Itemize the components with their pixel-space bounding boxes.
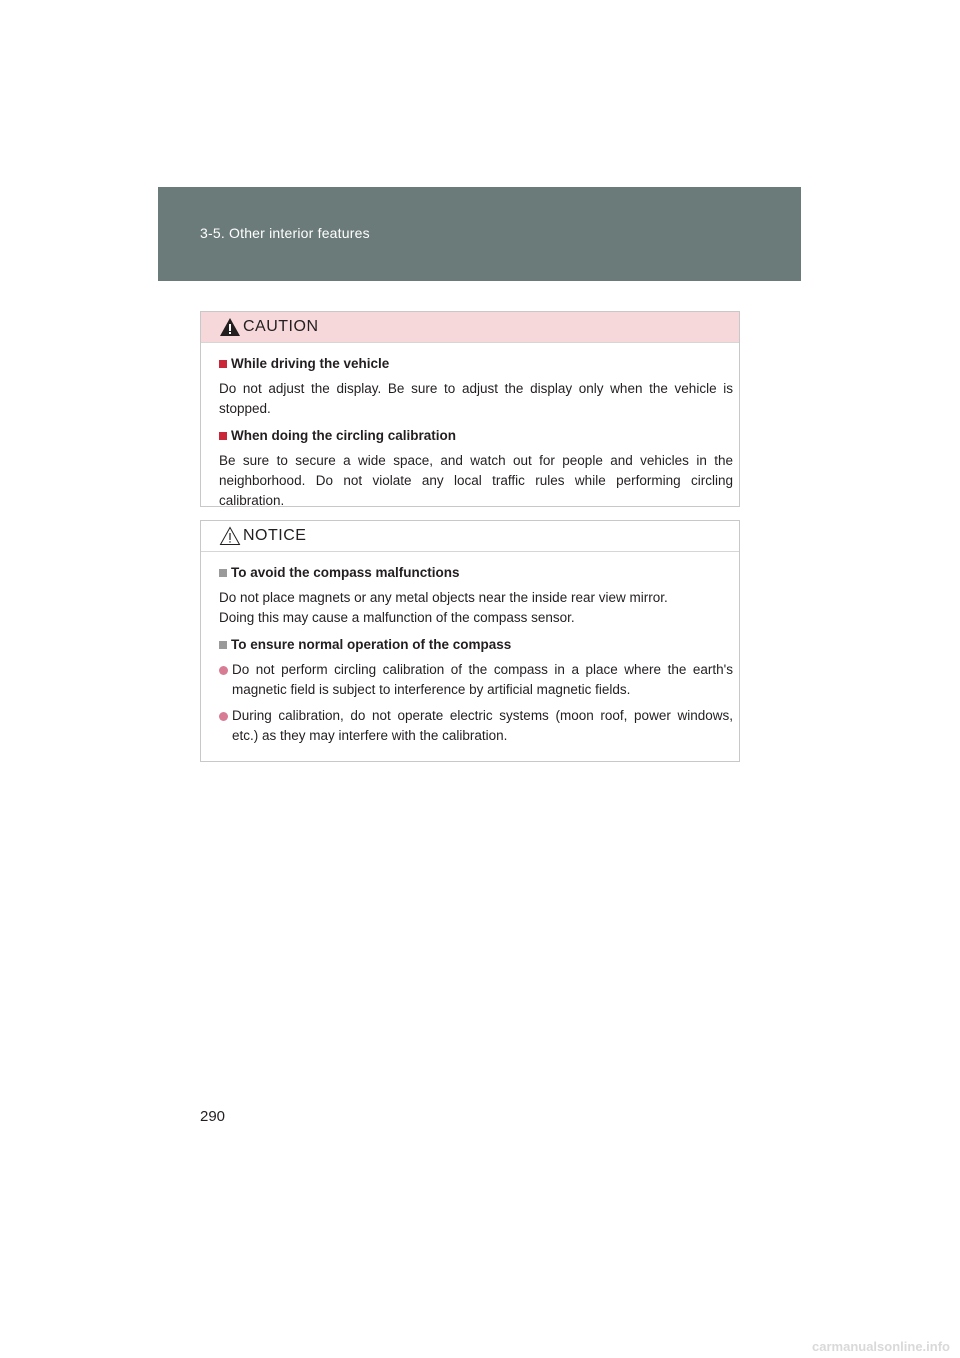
section-title: 3-5. Other interior features (200, 225, 370, 241)
notice-item-line: Doing this may cause a malfunction of the compass sensor. (219, 610, 575, 625)
notice-triangle-icon (219, 526, 241, 546)
round-bullet-icon (219, 666, 228, 675)
notice-item-title-text: To avoid the compass malfunctions (231, 565, 460, 580)
notice-item-title (219, 564, 733, 582)
notice-body (201, 552, 739, 746)
caution-body (201, 343, 739, 511)
caution-label: CAUTION (243, 318, 319, 335)
round-bullet-icon (219, 712, 228, 721)
caution-item-title (219, 427, 733, 445)
notice-item-line: Do not place magnets or any metal objects near the inside rear view mirror. (219, 590, 668, 605)
section-header-band (158, 187, 801, 281)
notice-bullet-text: Do not perform circling calibration of the compass in a place where the earth's magnetic field is subject to interference by artificial magnetic fields. (232, 662, 733, 697)
warning-triangle-icon (219, 317, 241, 337)
caution-item-text: Be sure to secure a wide space, and watch out for people and vehicles in the neighborhood. Do not violate any local traffic rules while performing circling calibration. (219, 453, 733, 508)
caution-item-title-text: While driving the vehicle (231, 356, 390, 371)
square-bullet-icon (219, 360, 227, 368)
notice-box (200, 520, 740, 762)
notice-bullet-text: During calibration, do not operate electric systems (moon roof, power windows, etc.) as they may interfere with the calibration. (232, 708, 733, 743)
caution-box (200, 311, 740, 507)
caution-item-text: Do not adjust the display. Be sure to adjust the display only when the vehicle is stopped. (219, 381, 733, 416)
notice-item-title-text: To ensure normal operation of the compass (231, 637, 512, 652)
notice-label: NOTICE (243, 527, 307, 544)
notice-header (201, 521, 739, 552)
caution-item-title (219, 355, 733, 373)
square-bullet-icon (219, 569, 227, 577)
caution-header (201, 312, 739, 343)
notice-bullet (219, 660, 733, 700)
notice-item-title (219, 636, 733, 654)
square-bullet-icon (219, 641, 227, 649)
notice-bullet (219, 706, 733, 746)
page-number: 290 (200, 1108, 226, 1125)
square-bullet-icon (219, 432, 227, 440)
watermark: carmanualsonline.info (812, 1339, 950, 1354)
caution-item-title-text: When doing the circling calibration (231, 428, 457, 443)
